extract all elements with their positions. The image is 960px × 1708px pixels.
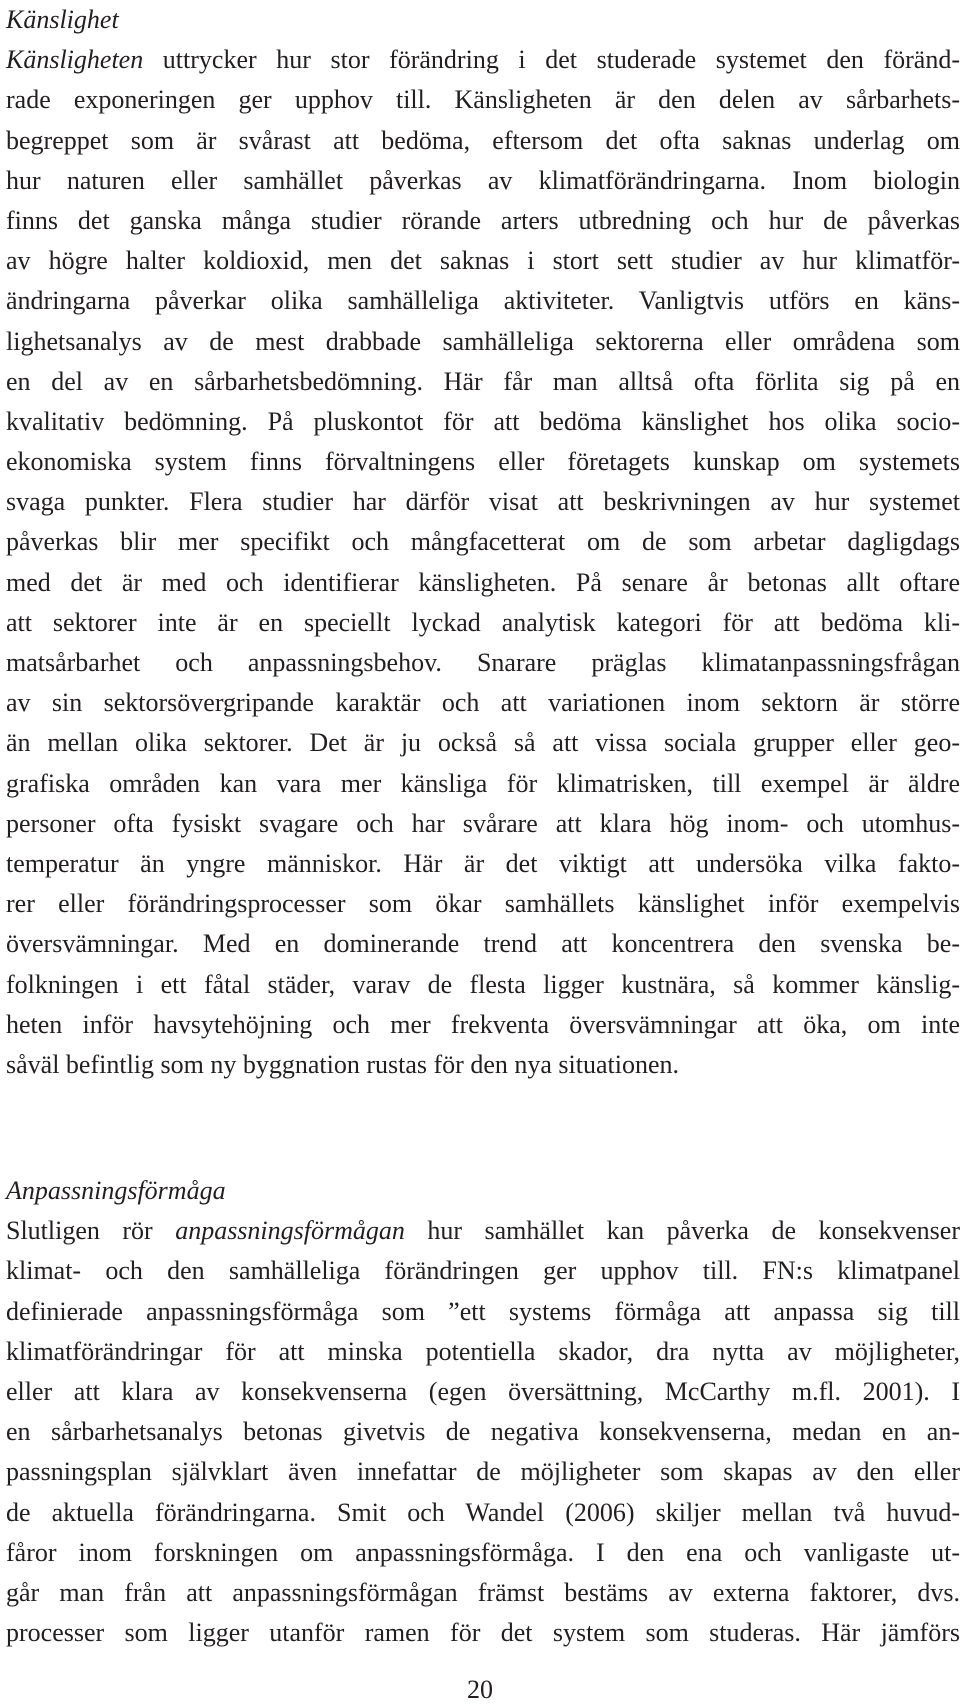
paragraph-line: går man från att anpassningsförmågan främst bestäms av externa faktorer, dvs. <box>6 1577 960 1607</box>
paragraph-line: Känsligheten uttrycker hur stor förändring i det studerade systemet den föränd- <box>6 45 960 75</box>
paragraph-line: ekonomiska system finns förvaltningens eller företagets kunskap om systemets <box>6 447 960 477</box>
paragraph-line: Slutligen rör anpassningsförmågan hur samhället kan påverka de konsekvenser <box>6 1216 960 1246</box>
paragraph-line: att sektorer inte är en speciellt lyckad analytisk kategori för att bedöma kli- <box>6 607 960 637</box>
paragraph-line: en del av en sårbarhetsbedömning. Här får man alltså ofta förlita sig på en <box>6 366 960 396</box>
paragraph-line: svaga punkter. Flera studier har därför visat att beskrivningen av hur systemet <box>6 487 960 517</box>
page-number: 20 <box>467 1675 493 1704</box>
paragraph-line: påverkas blir mer specifikt och mångfacetterat om de som arbetar dagligdags <box>6 527 960 557</box>
section-spacer <box>6 1085 960 1171</box>
paragraph-line: hur naturen eller samhället påverkas av klimatförändringarna. Inom biologin <box>6 165 960 195</box>
paragraph-line: processer som ligger utanför ramen för det system som studeras. Här jämförs <box>6 1618 960 1648</box>
section-heading-kanslighet: Känslighet <box>6 5 119 34</box>
paragraph-line: lighetsanalys av de mest drabbade samhälleliga sektorerna eller områdena som <box>6 326 960 356</box>
paragraph-line: eller att klara av konsekvenserna (egen översättning, McCarthy m.fl. 2001). I <box>6 1377 960 1406</box>
paragraph-line: ändringarna påverkar olika samhälleliga aktiviteter. Vanligtvis utförs en käns- <box>6 286 960 316</box>
paragraph-line: en sårbarhetsanalys betonas givetvis de negativa konsekvenserna, medan en an- <box>6 1417 960 1447</box>
paragraph-line: folkningen i ett fåtal städer, varav de flesta ligger kustnära, så kommer känslig- <box>6 969 960 999</box>
paragraph-line: temperatur än yngre människor. Här är det viktigt att undersöka vilka faktо- <box>6 848 960 878</box>
emphasis-term: Känsligheten <box>6 45 144 75</box>
paragraph-line: rer eller förändringsprocesser som ökar samhällets känslighet inför exempelvis <box>6 889 960 919</box>
paragraph-line: heten inför havsytehöjning och mer frekventa översvämningar att öka, om inte <box>6 1009 960 1039</box>
section-heading-anpassningsformaga: Anpassningsförmåga <box>6 1176 226 1206</box>
paragraph-line: av sin sektorsövergripande karaktär och att variationen inom sektorn är större <box>6 688 960 718</box>
paragraph-line: rade exponeringen ger upphov till. Känsligheten är den delen av sårbarhets- <box>6 85 960 115</box>
paragraph-line: finns det ganska många studier rörande arters utbredning och hur de påverkas <box>6 205 960 235</box>
paragraph-line: fåror inom forskningen om anpassningsförmåga. I den ena och vanligaste ut- <box>6 1537 960 1567</box>
paragraph-line: med det är med och identifierar känsligheten. På senare år betonas allt oftare <box>6 567 960 597</box>
paragraph-line: kvalitativ bedömning. På pluskontot för att bedöma känslighet hos olika socio- <box>6 406 960 436</box>
paragraph-line: klimatförändringar för att minska potentiella skador, dra nytta av möjligheter, <box>6 1336 960 1366</box>
paragraph-line: grafiska områden kan vara mer känsliga för klimatrisken, till exempel är äldre <box>6 768 960 798</box>
paragraph-line: än mellan olika sektorer. Det är ju också så att vissa sociala grupper eller geo- <box>6 728 960 758</box>
document-page <box>6 0 960 1653</box>
paragraph-line: begreppet som är svårast att bedöma, eftersom det ofta saknas underlag om <box>6 125 960 155</box>
paragraph-line: matsårbarhet och anpassningsbehov. Snarare präglas klimatanpassningsfrågan <box>6 648 960 677</box>
paragraph-line: definierade anpassningsförmåga som ”ett systems förmåga att anpassa sig till <box>6 1296 960 1326</box>
paragraph-line: klimat- och den samhälleliga förändringen ger upphov till. FN:s klimatpanel <box>6 1256 960 1286</box>
paragraph-line: de aktuella förändringarna. Smit och Wandel (2006) skiljer mellan två huvud- <box>6 1497 960 1527</box>
emphasis-term: anpassningsförmågan <box>175 1216 405 1246</box>
paragraph-line: av högre halter koldioxid, men det saknas i stort sett studier av hur klimatför- <box>6 246 960 276</box>
paragraph-line-last: såväl befintlig som ny byggnation rustas för den nya situationen. <box>6 1049 679 1079</box>
paragraph-line: översvämningar. Med en dominerande trend att koncentrera den svenska be- <box>6 929 960 959</box>
paragraph-line: personer ofta fysiskt svagare och har svårare att klara hög inom- och utomhus- <box>6 808 960 838</box>
paragraph-line: passningsplan självklart även innefattar de möjligheter som skapas av den eller <box>6 1457 960 1487</box>
